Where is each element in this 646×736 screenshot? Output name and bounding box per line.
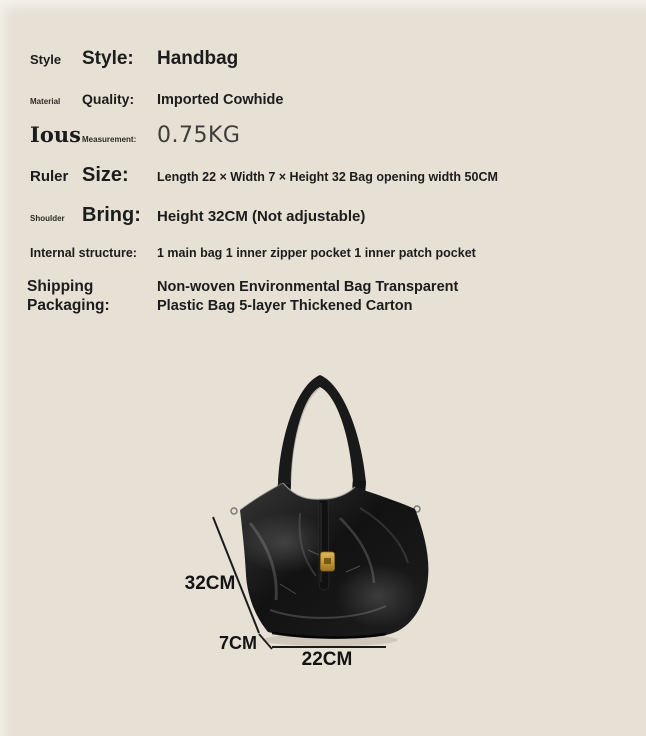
spec-value-style: Handbag: [157, 48, 239, 69]
spec-value-size: Length 22 × Width 7 × Height 32 Bag opening width 50CM: [157, 170, 498, 184]
spec-label-shipping-packaging: Shipping Packaging:: [27, 278, 110, 314]
spec-row-weight: [30, 122, 630, 148]
spec-label-quality: Quality:: [82, 91, 135, 107]
dimension-label-depth: 7CM: [218, 633, 258, 653]
side-ring-left-icon: [231, 508, 237, 514]
spec-aux-ious: Ious: [30, 122, 81, 147]
spec-row-quality: [30, 91, 630, 108]
spec-row-internal-structure: [30, 246, 630, 260]
spec-value-weight: 0.75KG: [157, 123, 241, 148]
spec-value-quality: Imported Cowhide: [157, 92, 284, 108]
spec-label-measurement: Measurement:: [82, 135, 137, 144]
spec-aux-ruler: Ruler: [30, 168, 69, 185]
spec-aux-style: Style: [30, 52, 62, 67]
spec-row-strap: [30, 204, 630, 227]
spec-row-shipping-packaging: [27, 278, 630, 316]
center-tab: [319, 500, 329, 590]
spec-label-size: Size:: [82, 164, 129, 186]
spec-value-strap: Height 32CM (Not adjustable): [157, 208, 366, 225]
spec-aux-shoulder: Shoulder: [30, 214, 65, 223]
product-photo-handbag: [150, 348, 500, 693]
spec-aux-material: Material: [30, 97, 61, 106]
spec-row-style: [30, 48, 630, 70]
dimension-label-width: 22CM: [301, 649, 353, 670]
spec-value-internal-structure: 1 main bag 1 inner zipper pocket 1 inner patch pocket: [157, 246, 476, 260]
spec-value-shipping-packaging: Non-woven Environmental Bag Transparent Plastic Bag 5-layer Thickened Carton: [157, 279, 459, 314]
spec-label-style: Style:: [82, 48, 134, 69]
gold-clasp-slot: [324, 558, 331, 564]
spec-label-bring: Bring:: [82, 204, 141, 226]
dimension-label-height: 32CM: [184, 573, 236, 594]
spec-row-size: [30, 164, 630, 187]
spec-label-internal-structure: Internal structure:: [30, 246, 137, 260]
